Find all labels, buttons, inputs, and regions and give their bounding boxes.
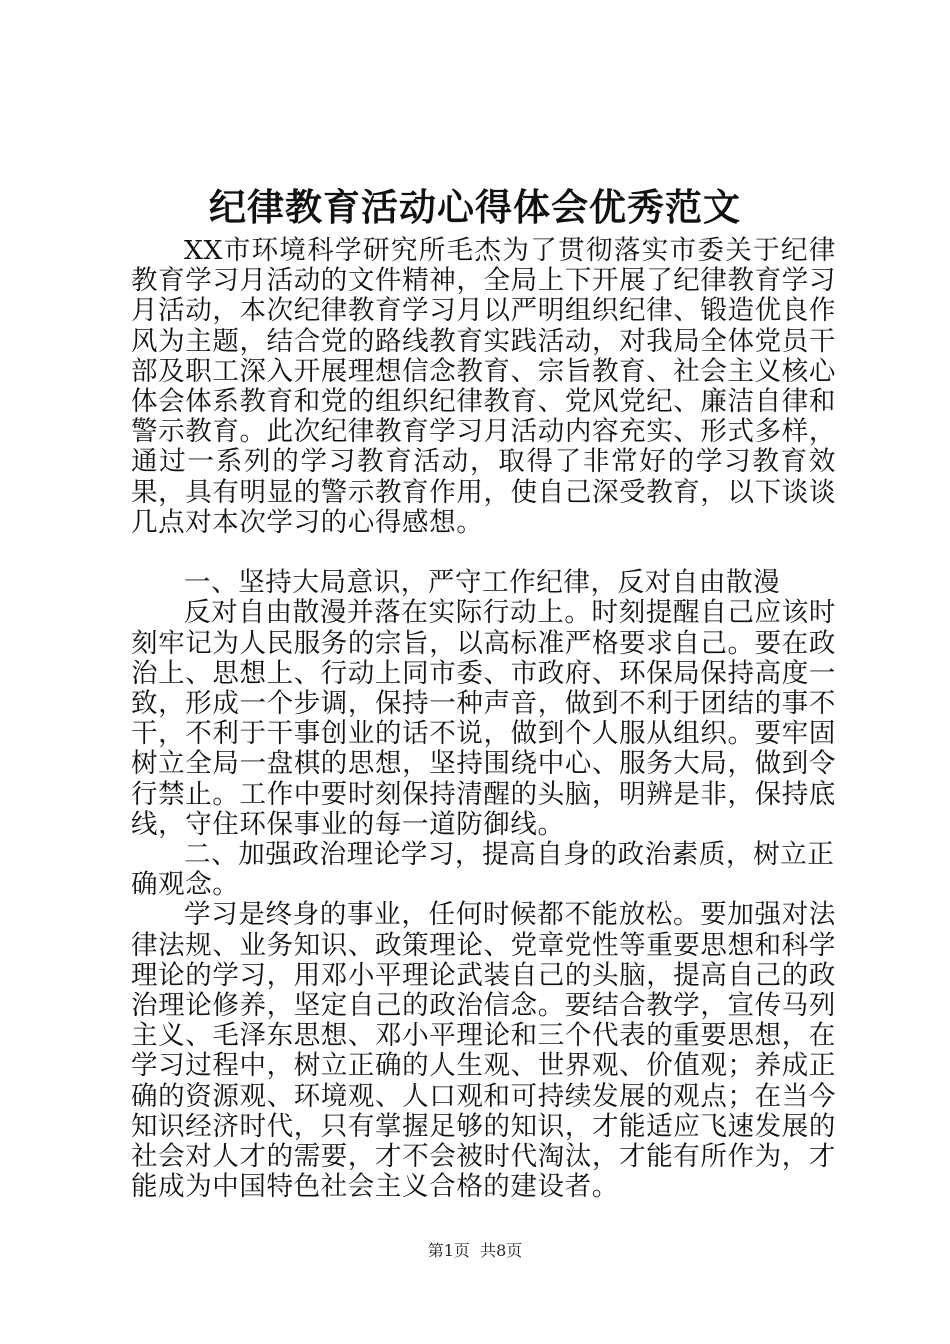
section-1-paragraph: 反对自由散漫并落在实际行动上。时刻提醒自己应该时刻牢记为人民服务的宗旨，以高标准严格要求自己。要在政治上、思想上、行动上同市委、市政府、环保局保持高度一致，形成一个步调，保持一种声音，做到不利于团结的事不干，不利于干事创业的话不说，做到个人服从组织。要牢固树立全局一盘棋的思想，坚持围绕中心、服务大局，做到令行禁止。工作中要时刻保持清醒的头脑，明辨是非，保持底线，守住环保事业的每一道防御线。 xyxy=(131,597,836,840)
page-number: 第1页 共8页 xyxy=(427,1241,523,1260)
intro-paragraph: XX市环境科学研究所毛杰为了贯彻落实市委关于纪律教育学习月活动的文件精神，全局上下开展了纪律教育学习月活动，本次纪律教育学习月以严明组织纪律、锻造优良作风为主题，结合党的路线教育实践活动，对我局全体党员干部及职工深入开展理想信念教育、宗旨教育、社会主义核心体会体系教育和党的组织纪律教育、党风党纪、廉洁自律和警示教育。此次纪律教育学习月活动内容充实、形式多样，通过一系列的学习教育活动，取得了非常好的学习教育效果，具有明显的警示教育作用，使自己深受教育，以下谈谈几点对本次学习的心得感想。 xyxy=(131,235,836,538)
document-body xyxy=(131,236,836,1202)
section-heading-1: 一、坚持大局意识，严守工作纪律，反对自由散漫 xyxy=(184,567,781,599)
page-footer xyxy=(0,1240,950,1262)
document-title: 纪律教育活动心得体会优秀范文 xyxy=(209,186,741,229)
section-heading-2: 二、加强政治理论学习，提高自身的政治素质，树立正确观念。 xyxy=(131,839,835,901)
paragraph-spacer xyxy=(131,538,836,568)
section-2-paragraph: 学习是终身的事业，任何时候都不能放松。要加强对法律法规、业务知识、政策理论、党章党性等重要思想和科学理论的学习，用邓小平理论武装自己的头脑，提高自己的政治理论修养，坚定自己的政治信念。要结合教学，宣传马列主义、毛泽东思想、邓小平理论和三个代表的重要思想，在学习过程中，树立正确的人生观、世界观、价值观；养成正确的资源观、环境观、人口观和可持续发展的观点；在当今知识经济时代，只有掌握足够的知识，才能适应飞速发展的社会对人才的需要，才不会被时代淘汰，才能有所作为，才能成为中国特色社会主义合格的建设者。 xyxy=(131,899,836,1203)
